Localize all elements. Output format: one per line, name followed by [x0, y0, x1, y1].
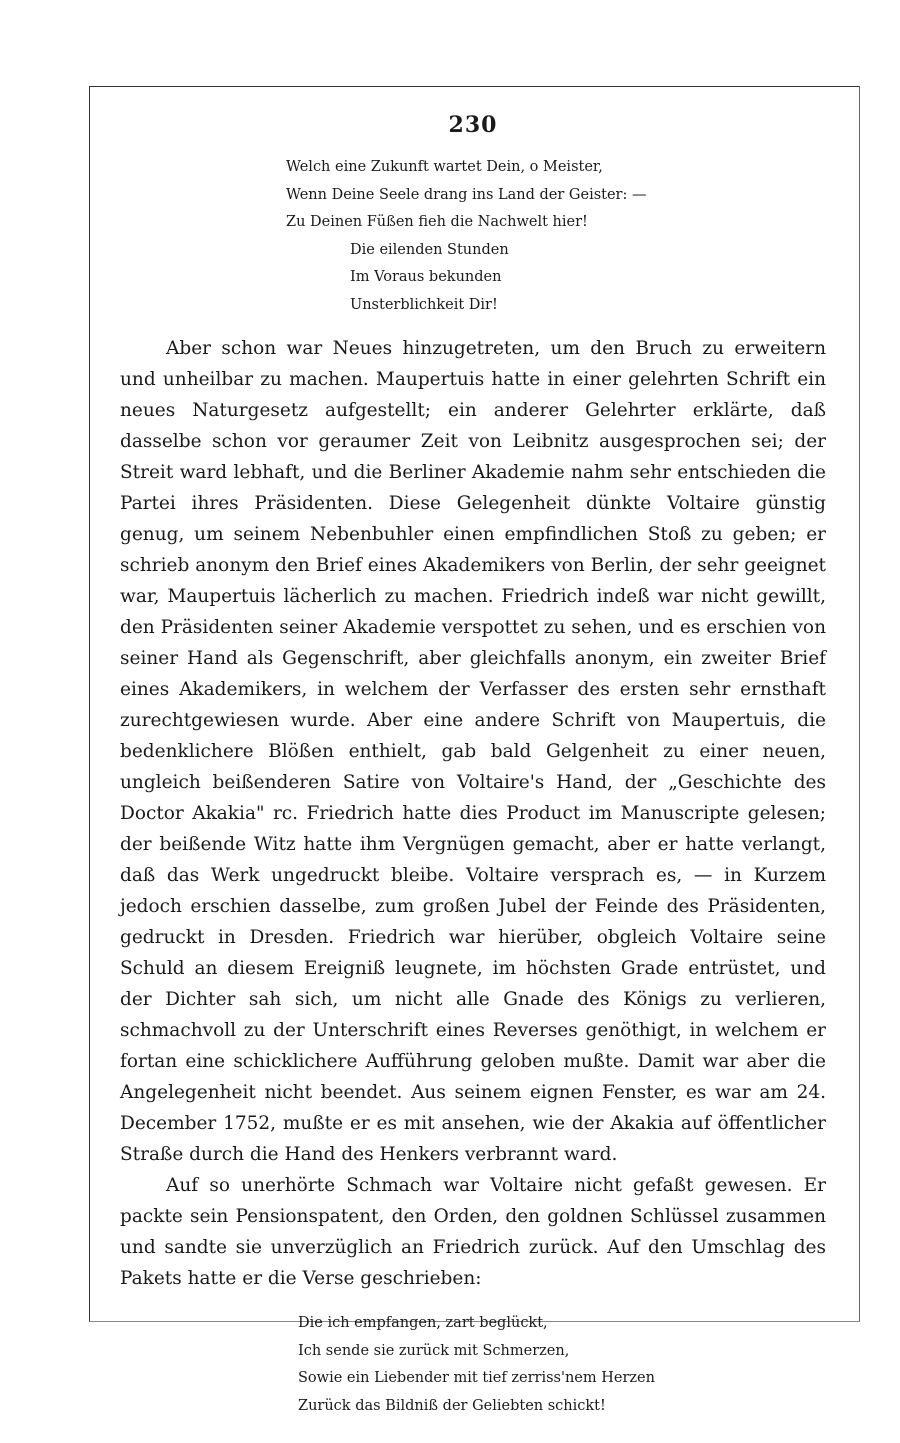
body-paragraph: Aber schon war Neues hinzugetreten, um den Bruch zu erweitern und unheilbar zu machen. Maupertuis hatte in einer gelehrten Schrift ein neues Naturgesetz aufgestellt; ein anderer Gelehrter erklärte, daß dasselbe schon vor geraumer Zeit von Leibnitz ausgesprochen sei; der Streit ward lebhaft, und die Berliner Akademie nahm sehr entschieden die Partei ihres Präsidenten. Diese Gelegenheit dünkte Voltaire günstig genug, um seinem Nebenbuhler einen empfindlichen Stoß zu geben; er schrieb anonym den Brief eines Akademikers von Berlin, der sehr geeignet war, Maupertuis lächerlich zu machen. Friedrich indeß war nicht gewillt, den Präsidenten seiner Akademie verspottet zu sehen, und es erschien von seiner Hand als Gegenschrift, aber gleichfalls anonym, ein zweiter Brief eines Akademikers, in welchem der Verfasser des ersten sehr ernsthaft zurechtgewiesen wurde. Aber eine andere Schrift von Maupertuis, die bedenklichere Blößen enthielt, gab bald Gelgenheit zu einer neuen, ungleich beißenderen Satire von Voltaire's Hand, der „Geschichte des Doctor Akakia" rc. Friedrich hatte dies Product im Manuscripte gelesen; der beißende Witz hatte ihm Vergnügen gemacht, aber er hatte verlangt, daß das Werk ungedruckt bleibe. Voltaire versprach es, — in Kurzem jedoch erschien dasselbe, zum großen Jubel der Feinde des Präsidenten, gedruckt in Dresden. Friedrich war hierüber, obgleich Voltaire seine Schuld an diesem Ereigniß leugnete, im höchsten Grade entrüstet, und der Dichter sah sich, um nicht alle Gnade des Königs zu verlieren, schmachvoll zu der Unterschrift eines Reverses genöthigt, in welchem er fortan eine schicklichere Aufführung geloben mußte. Damit war aber die Angelegenheit nicht beendet. Aus seinem eignen Fenster, es war am 24. December 1752, mußte er es mit ansehen, wie der Akakia auf öffentlicher Straße durch die Hand des Henkers verbrannt ward. [120, 338, 826, 1165]
page-content [120, 112, 826, 1420]
poem-line: Welch eine Zukunft wartet Dein, o Meister, [286, 159, 603, 175]
poem-bottom [298, 1310, 826, 1420]
poem-line: Die ich empfangen, zart beglückt, [298, 1315, 548, 1331]
poem-line: Unsterblichkeit Dir! [350, 296, 498, 313]
poem-line: Sowie ein Liebender mit tief zerriss'nem Herzen [298, 1370, 655, 1386]
poem-line: Die eilenden Stunden [350, 241, 509, 258]
poem-line: Wenn Deine Seele drang ins Land der Geister: — [286, 186, 647, 203]
poem-top [286, 154, 826, 319]
poem-line: Im Voraus bekunden [350, 269, 502, 285]
page-number: 230 [448, 112, 498, 138]
body-paragraph: Auf so unerhörte Schmach war Voltaire nicht gefaßt gewesen. Er packte sein Pensionspatent, den Orden, den goldnen Schlüssel zusammen und sandte sie unverzüglich an Friedrich zurück. Auf den Umschlag des Pakets hatte er die Verse geschrieben: [120, 1175, 826, 1289]
poem-line: Zu Deinen Füßen fieh die Nachwelt hier! [286, 214, 588, 230]
poem-line: Ich sende sie zurück mit Schmerzen, [298, 1342, 570, 1359]
poem-line: Zurück das Bildniß der Geliebten schickt! [298, 1397, 606, 1414]
